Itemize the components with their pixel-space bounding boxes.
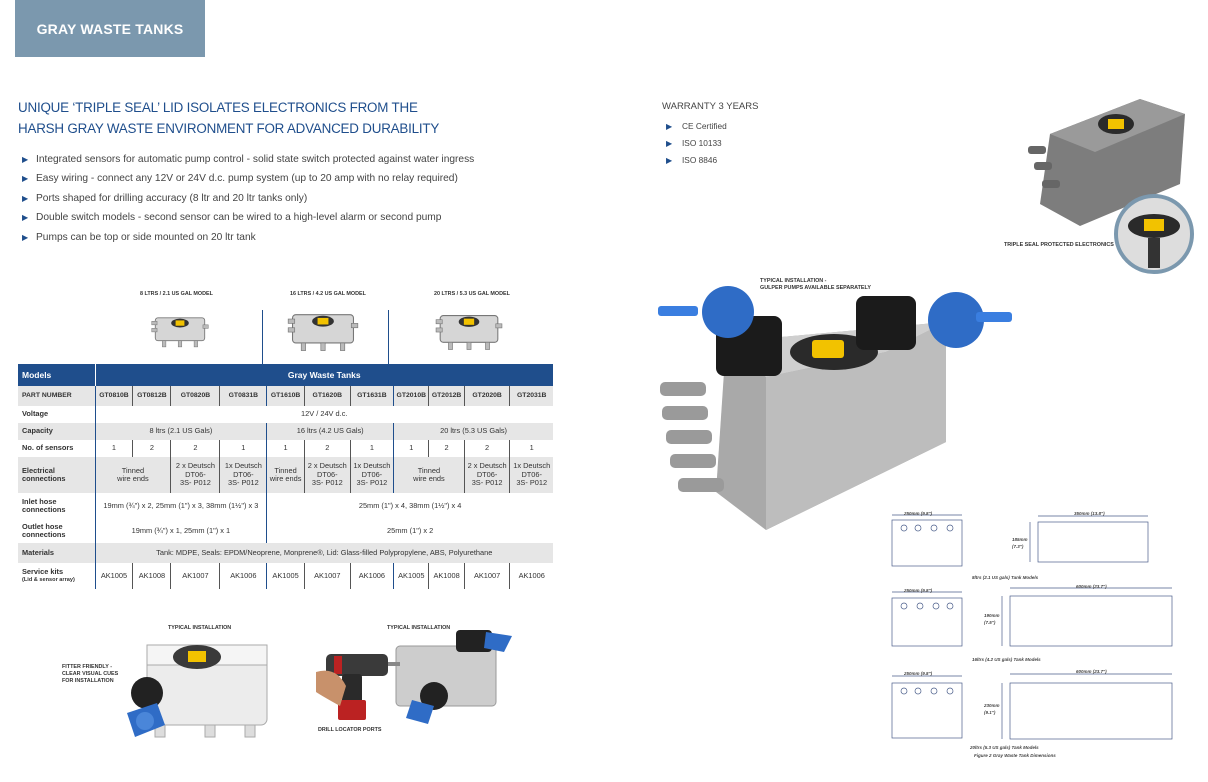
service-kit-cell: AK1005 <box>95 563 133 589</box>
part-number-cell: GT0831B <box>220 386 267 406</box>
warranty-title: WARRANTY 3 YEARS <box>662 101 759 112</box>
table-row <box>18 493 553 519</box>
row-label: Service kits (Lid & sensor array) <box>22 566 75 583</box>
sensor-count-cell: 1 <box>510 440 553 457</box>
inlet-cell: 25mm (1") x 4, 38mm (1½") x 4 <box>267 493 553 519</box>
electrical-cell: 2 x Deutsch DT06- 3S- P012 <box>304 457 350 493</box>
part-number-cell: GT0820B <box>171 386 220 406</box>
figure-caption: Figure 2 Gray Waste Tank Dimensions <box>974 753 1056 758</box>
sensor-count-cell: 1 <box>95 440 133 457</box>
part-number-cell: GT2020B <box>464 386 510 406</box>
row-label: Outlet hose connections <box>22 521 66 539</box>
sensor-count-cell: 1 <box>220 440 267 457</box>
service-kit-cell: AK1005 <box>394 563 429 589</box>
tank-16l-image <box>286 308 360 354</box>
caption-typical-installation: TYPICAL INSTALLATION <box>387 625 451 631</box>
electrical-cell: Tinned wire ends <box>95 457 171 493</box>
bullet-arrow-icon: ▶ <box>666 139 673 148</box>
headline-line-1: UNIQUE ‘TRIPLE SEAL’ LID ISOLATES ELECTRONICS FROM THE <box>18 100 418 115</box>
part-number-cell: GT1610B <box>267 386 305 406</box>
service-kit-cell: AK1007 <box>464 563 510 589</box>
table-header-models: Models <box>18 364 95 386</box>
electrical-cell: Tinned wire ends <box>267 457 305 493</box>
service-kit-cell: AK1008 <box>133 563 171 589</box>
caption-drill-locator-ports: DRILL LOCATOR PORTS <box>318 727 382 733</box>
model-caption-8l: 8 LTRS / 2.1 US GAL MODEL <box>140 291 213 297</box>
table-row <box>18 563 553 589</box>
service-kit-cell: AK1007 <box>171 563 220 589</box>
feature-item: ▶ Integrated sensors for automatic pump control - solid state switch protected against water ingress <box>22 150 582 169</box>
service-kit-cell: AK1006 <box>220 563 267 589</box>
electrical-cell: 1x Deutsch DT06- 3S- P012 <box>350 457 393 493</box>
part-number-cell: GT1620B <box>304 386 350 406</box>
service-kit-cell: AK1005 <box>267 563 305 589</box>
row-label: PART NUMBER <box>18 386 95 406</box>
service-kit-cell: AK1007 <box>304 563 350 589</box>
table-row <box>18 519 553 543</box>
outlet-cell: 19mm (¾") x 1, 25mm (1") x 1 <box>95 519 267 543</box>
table-row <box>18 457 553 493</box>
installation-photo-drill <box>316 626 516 726</box>
table-row <box>18 406 553 423</box>
row-label: Voltage <box>22 409 49 419</box>
table-row <box>18 423 553 440</box>
dim-label: 185mm (7.3") <box>1012 537 1028 549</box>
sensor-count-cell: 2 <box>171 440 220 457</box>
part-number-cell: GT2010B <box>394 386 429 406</box>
part-number-cell: GT1631B <box>350 386 393 406</box>
table-row <box>18 543 553 563</box>
feature-item: ▶ Easy wiring - connect any 12V or 24V d.c. pump system (up to 20 amp with no relay required) <box>22 169 582 188</box>
sensor-count-cell: 1 <box>394 440 429 457</box>
installation-photo-small-tank <box>125 633 275 743</box>
tank-20l-image <box>434 308 504 354</box>
sensor-count-cell: 1 <box>350 440 393 457</box>
caption-typical-installation-gulper: TYPICAL INSTALLATION - GULPER PUMPS AVAILABLE SEPARATELY <box>760 278 871 291</box>
dim-label: 250mm (9.8") <box>904 588 933 593</box>
electrical-cell: Tinned wire ends <box>394 457 465 493</box>
bullet-arrow-icon: ▶ <box>22 174 29 184</box>
part-number-cell: GT0812B <box>133 386 171 406</box>
dim-label: 190mm (7.5") <box>984 613 1000 625</box>
bullet-arrow-icon: ▶ <box>22 213 29 223</box>
dim-label: 230mm (9.1") <box>984 703 1000 715</box>
service-kit-cell: AK1006 <box>510 563 553 589</box>
electrical-cell: 1x Deutsch DT06- 3S- P012 <box>510 457 553 493</box>
tank-8l-image <box>150 310 210 352</box>
dim-label: 350mm (13.8") <box>1074 511 1105 516</box>
model-divider <box>388 310 389 364</box>
sensor-count-cell: 1 <box>267 440 305 457</box>
dim-label: 250mm (9.8") <box>904 671 933 676</box>
spec-table <box>18 364 553 589</box>
tank-with-gulper-pumps-photo <box>656 282 1016 532</box>
warranty-item: ▶ ISO 10133 <box>666 135 758 152</box>
warranty-item: ▶ CE Certified <box>666 118 758 135</box>
outlet-cell: 25mm (1") x 2 <box>267 519 553 543</box>
capacity-cell: 16 ltrs (4.2 US Gals) <box>267 423 394 440</box>
part-number-cell: GT2031B <box>510 386 553 406</box>
caption-triple-seal: TRIPLE SEAL PROTECTED ELECTRONICS <box>1004 242 1114 248</box>
electrical-cell: 2 x Deutsch DT06- 3S- P012 <box>464 457 510 493</box>
voltage-cell: 12V / 24V d.c. <box>95 406 553 423</box>
row-label: No. of sensors <box>22 443 74 453</box>
table-row <box>18 440 553 457</box>
dim-caption: 8ltrs (2.1 US gals) Tank Models <box>972 575 1039 580</box>
headline-line-2: HARSH GRAY WASTE ENVIRONMENT FOR ADVANCED DURABILITY <box>18 121 440 136</box>
sensor-count-cell: 2 <box>133 440 171 457</box>
bullet-arrow-icon: ▶ <box>22 193 29 203</box>
sensor-count-cell: 2 <box>464 440 510 457</box>
sensor-count-cell: 2 <box>304 440 350 457</box>
capacity-cell: 20 ltrs (5.3 US Gals) <box>394 423 553 440</box>
feature-item: ▶ Double switch models - second sensor can be wired to a high-level alarm or second pump <box>22 208 582 227</box>
part-number-cell: GT2012B <box>429 386 464 406</box>
row-label: Materials <box>18 543 95 563</box>
model-divider <box>262 310 263 364</box>
electrical-cell: 2 x Deutsch DT06- 3S- P012 <box>171 457 220 493</box>
dimension-drawings <box>884 508 1204 778</box>
table-header-group: Gray Waste Tanks <box>95 364 553 386</box>
electrical-cell: 1x Deutsch DT06- 3S- P012 <box>220 457 267 493</box>
sensor-count-cell: 2 <box>429 440 464 457</box>
feature-item: ▶ Pumps can be top or side mounted on 20 ltr tank <box>22 228 582 247</box>
feature-list <box>22 150 582 247</box>
caption-typical-installation: TYPICAL INSTALLATION <box>168 625 232 631</box>
model-caption-20l: 20 LTRS / 5.3 US GAL MODEL <box>434 291 510 297</box>
bullet-arrow-icon: ▶ <box>22 155 29 164</box>
bullet-arrow-icon: ▶ <box>666 122 673 131</box>
service-kit-cell: AK1008 <box>429 563 464 589</box>
section-tab: GRAY WASTE TANKS <box>15 0 205 57</box>
dim-label: 600mm (23.7") <box>1076 669 1107 674</box>
tank-dimension-diagram <box>884 508 1184 758</box>
dim-caption: 16ltrs (4.2 US gals) Tank Models <box>972 657 1041 662</box>
part-number-cell: GT0810B <box>95 386 133 406</box>
triple-seal-detail-image <box>1112 194 1196 274</box>
dim-label: 600mm (23.7") <box>1076 584 1107 589</box>
inlet-cell: 19mm (¾") x 2, 25mm (1") x 3, 38mm (1½") x 3 <box>95 493 267 519</box>
table-row <box>18 386 553 406</box>
capacity-cell: 8 ltrs (2.1 US Gals) <box>95 423 267 440</box>
dim-label: 250mm (9.8") <box>904 511 933 516</box>
dim-caption: 20ltrs (5.3 US gals) Tank Models <box>970 745 1039 750</box>
caption-fitter-friendly: FITTER FRIENDLY - CLEAR VISUAL CUES FOR INSTALLATION <box>62 664 119 684</box>
warranty-item: ▶ ISO 8846 <box>666 152 758 169</box>
materials-cell: Tank: MDPE, Seals: EPDM/Neoprene, Monprene®, Lid: Glass-filled Polypropylene, ABS, Polyurethane <box>95 543 553 563</box>
row-label: Electrical connections <box>18 457 95 493</box>
warranty-block <box>662 101 758 169</box>
model-caption-16l: 16 LTRS / 4.2 US GAL MODEL <box>290 291 366 297</box>
row-label: Capacity <box>18 423 95 440</box>
service-kit-cell: AK1006 <box>350 563 393 589</box>
headline <box>18 97 498 139</box>
feature-item: ▶ Ports shaped for drilling accuracy (8 ltr and 20 ltr tanks only) <box>22 189 582 208</box>
bullet-arrow-icon: ▶ <box>666 156 673 165</box>
row-label: Inlet hose connections <box>22 496 66 514</box>
bullet-arrow-icon: ▶ <box>22 232 29 242</box>
